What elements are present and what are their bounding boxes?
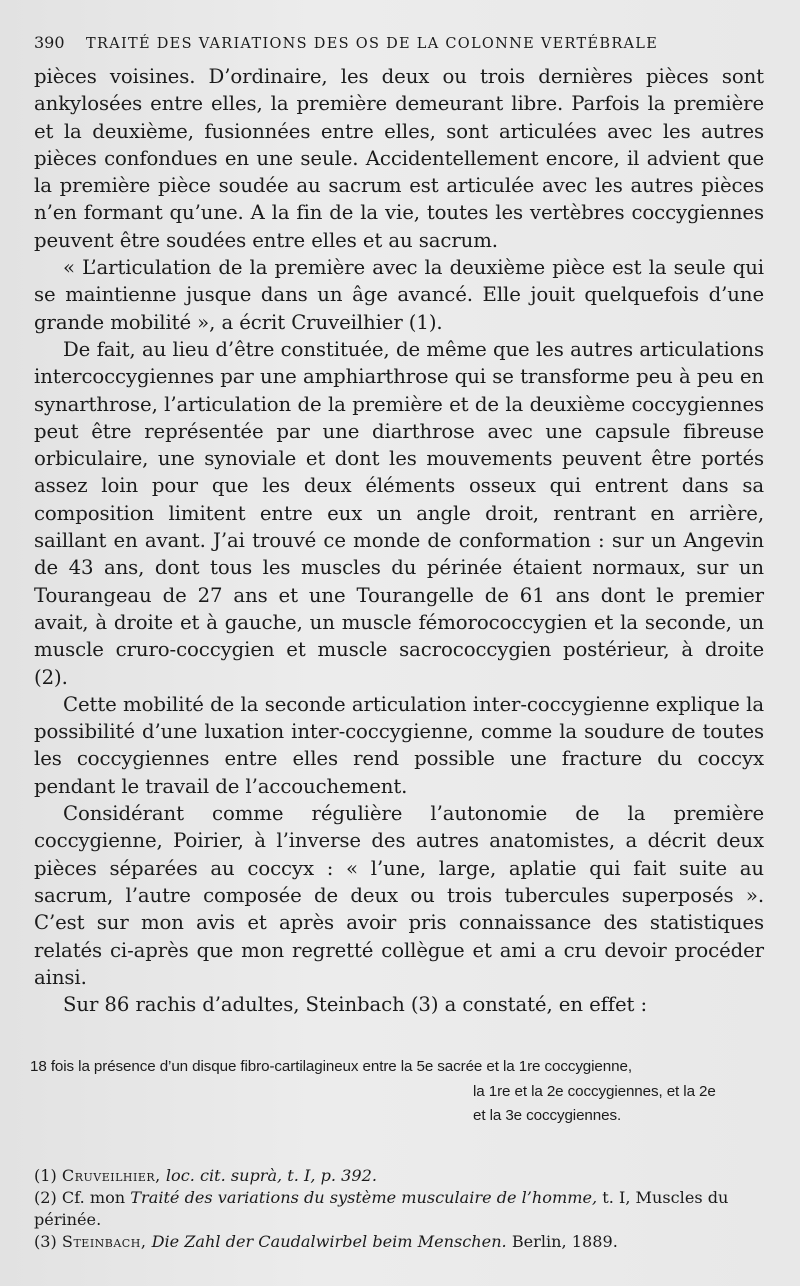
statistics-line: et la 3e coccygiennes. <box>473 1107 622 1124</box>
statistics-line: la 1re et la 2e coccygiennes, et la 2e <box>473 1082 716 1100</box>
running-title: TRAITÉ DES VARIATIONS DES OS DE LA COLONNE VERTÉBRALE <box>86 36 659 52</box>
paragraph: Considérant comme régulière l’autonomie de la première coccygienne, Poirier, à l’inverse des autres anatomistes, a décrit deux pièces séparées au coccyx : « l’une, large, aplatie qui fait suite au sacrum, l’autre composée de deux ou trois tubercules superposés ». C’est sur mon avis et après avoir pris connaissance des statistiques relatés ci-après que mon regretté collègue et ami a cru devoir procéder ainsi. <box>34 802 764 989</box>
paragraph: « L’articulation de la première avec la deuxième pièce est la seule qui se maintienne jusque dans un âge avancé. Elle jouit quelquefois d’une grande mobilité », a écrit Cruveilhier (1). <box>34 256 764 334</box>
statistics-block <box>30 1055 768 1129</box>
statistics-line: 18 fois la présence d’un disque fibro-cartilagineux entre la 5e sacrée et la 1re coccygienne, <box>30 1058 632 1075</box>
footnote-2: (2) Cf. mon Traité des variations du système musculaire de l’homme, t. I, Muscles du périnée. <box>34 1188 729 1229</box>
paragraph: Cette mobilité de la seconde articulation inter-coccygienne explique la possibilité d’une luxation inter-coccygienne, comme la soudure de toutes les coccygiennes entre elles rend possible une fracture du coccyx pendant le travail de l’accouchement. <box>34 692 764 798</box>
main-text <box>34 63 764 1018</box>
footnotes <box>34 1165 774 1253</box>
paragraph: De fait, au lieu d’être constituée, de même que les autres articulations intercoccygiennes par une amphiarthrose qui se transforme peu à peu en synarthrose, l’articulation de la première et de la deuxième coccygiennes peut être représentée par une diarthrose avec une capsule fibreuse orbiculaire, une synoviale et dont les mouvements peuvent être portés assez loin pour que les deux éléments osseux qui entrent dans sa composition limitent entre eux un angle droit, rentrant en arrière, saillant en avant. J’ai trouvé ce monde de conformation : sur un Angevin de 43 ans, dont tous les muscles du périnée étaient normaux, sur un Tourangeau de 27 ans et une Tourangelle de 61 ans dont le premier avait, à droite et à gauche, un muscle fémorococcygien et la seconde, un muscle cruro-coccygien et muscle sacrococcygien postérieur, à droite (2). <box>34 337 764 689</box>
paragraph-continued: pièces voisines. D’ordinaire, les deux ou trois dernières pièces sont ankylosées entre elles, la première demeurant libre. Parfois la première et la deuxième, fusionnées entre elles, sont articulées avec les autres pièces confondues en une seule. Accidentellement encore, il advient que la première pièce soudée au sacrum est articulée avec les autres pièces n’en formant qu’une. A la fin de la vie, toutes les vertèbres coccygiennes peuvent être soudées entre elles et au sacrum. <box>34 65 764 252</box>
running-header <box>34 33 780 52</box>
page-number: 390 <box>34 33 65 52</box>
paragraph: Sur 86 rachis d’adultes, Steinbach (3) a constaté, en effet : <box>63 993 648 1017</box>
footnote-3: (3) Steinbach, Die Zahl der Caudalwirbel beim Menschen. Berlin, 1889. <box>34 1232 618 1251</box>
footnote-1: (1) Cruveilhier, loc. cit. suprà, t. I, p. 392. <box>34 1166 377 1185</box>
